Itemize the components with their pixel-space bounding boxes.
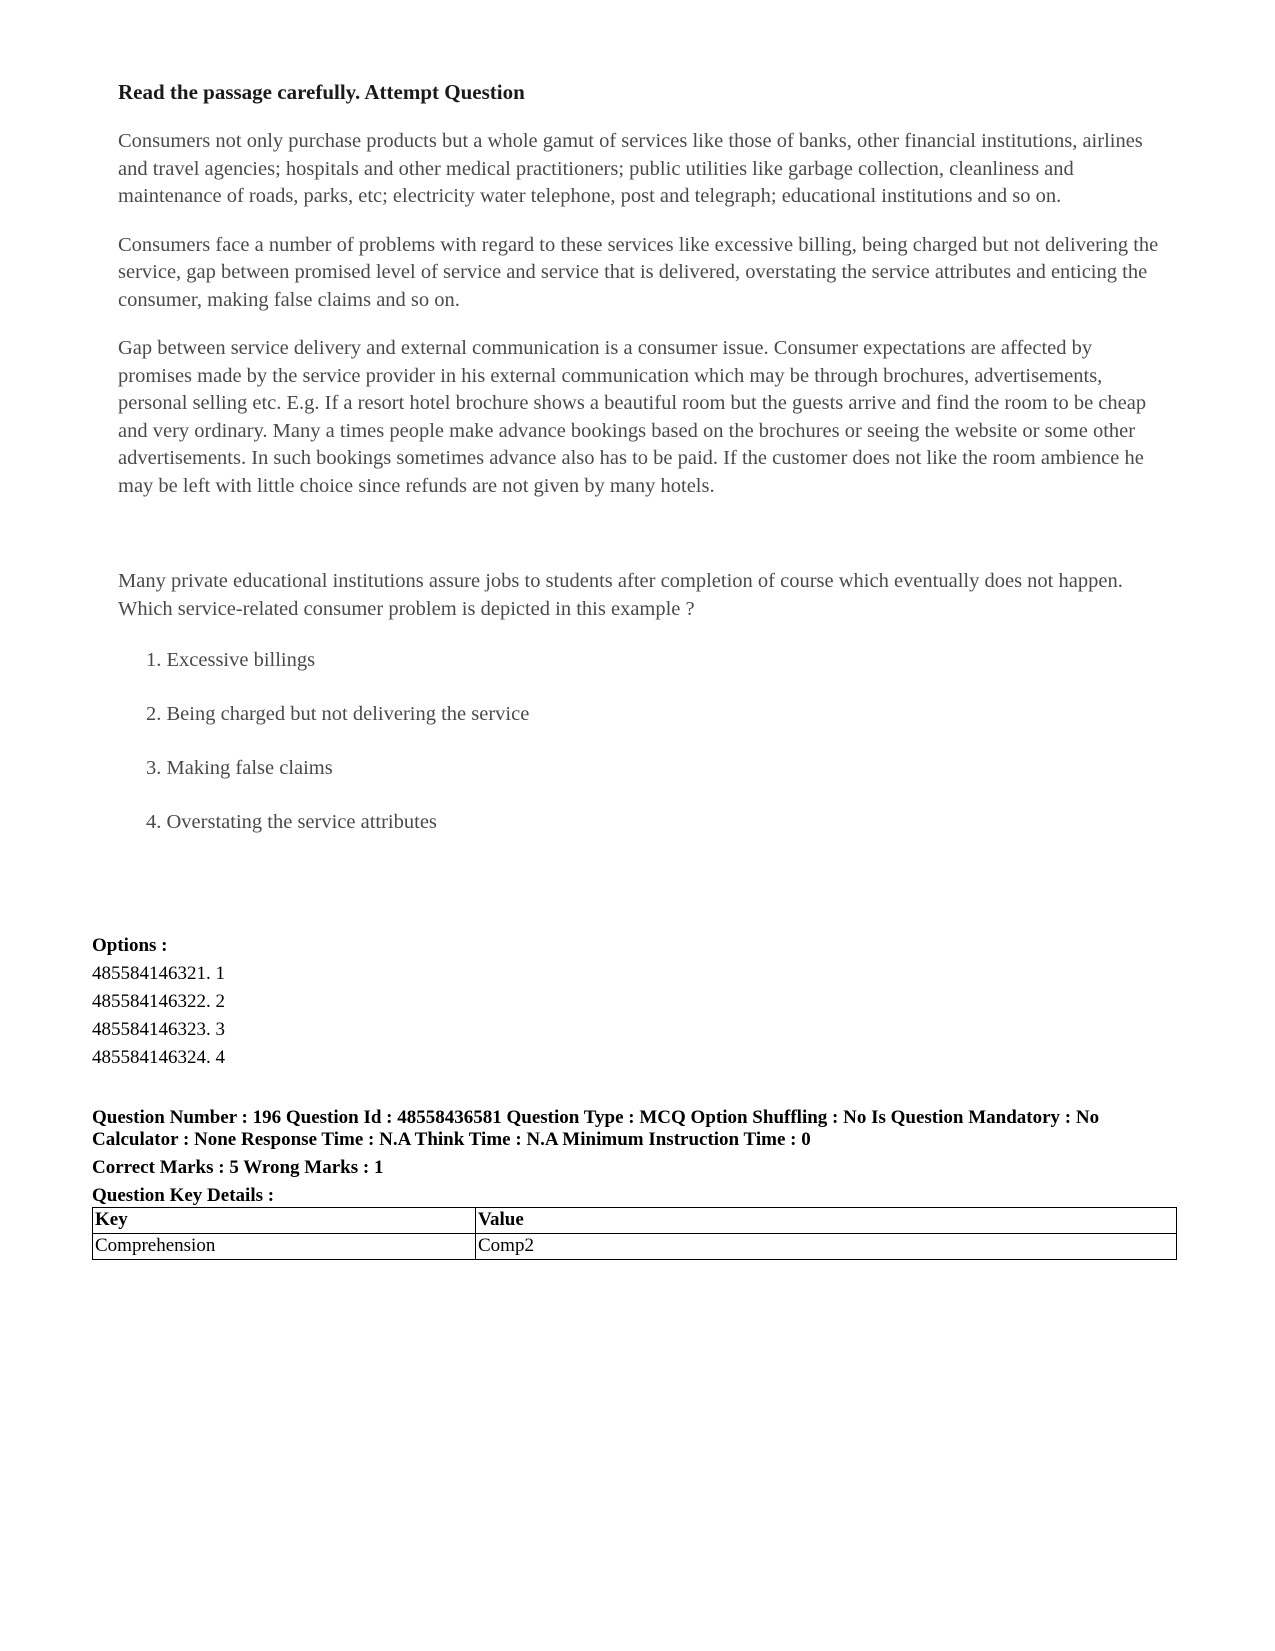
passage-paragraph-3: Gap between service delivery and external communication is a consumer issue. Consumer expectations are affected by promises made by the service provider in his external communication which may be through brochures, advertisements, personal selling etc. E.g. If a resort hotel brochure shows a beautiful room but the guests arrive and find the room to be cheap and very ordinary. Many a times people make advance bookings based on the brochures or seeing the website or some other advertisements. In such bookings sometimes advance also has to be paid. If the customer does not like the room ambience he may be left with little choice since refunds are not given by many hotels. [118,337,1147,497]
option-item-4: 485584146324. 4 [92,1047,225,1068]
table-row [93,1234,1177,1260]
passage-paragraph-2: Consumers face a number of problems with regard to these services like excessive billing, being charged but not delivering the service, gap between promised level of service and service that is delivered, overstating the service attributes and enticing the consumer, making false claims and so on. [118,233,1159,311]
choice-4: 4. Overstating the service attributes [146,811,437,833]
passage-image [118,78,1168,863]
options-section [92,932,1192,1072]
key-details-title: Question Key Details : [92,1185,275,1206]
option-item-1: 485584146321. 1 [92,963,225,984]
key-details-table [92,1207,1177,1260]
table-header-value: Value [476,1208,1177,1234]
marks-line: Correct Marks : 5 Wrong Marks : 1 [92,1157,384,1178]
question-meta [92,1107,1182,1207]
option-item-2: 485584146322. 2 [92,991,225,1012]
passage-heading: Read the passage carefully. Attempt Question [118,80,525,104]
option-item-3: 485584146323. 3 [92,1019,225,1040]
table-header-key: Key [93,1208,476,1234]
choice-3: 3. Making false claims [146,757,333,779]
passage-paragraph-1: Consumers not only purchase products but a whole gamut of services like those of banks, other financial institutions, airlines and travel agencies; hospitals and other medical practitioners; public utilities like garbage collection, cleanliness and maintenance of roads, parks, etc; electricity water telephone, post and telegraph; educational institutions and so on. [118,130,1143,207]
choice-2: 2. Being charged but not delivering the service [146,703,530,725]
question-text: Many private educational institutions assure jobs to students after completion of course which eventually does not happen. Which service-related consumer problem is depicted in this example ? [118,570,1123,620]
choice-1: 1. Excessive billings [146,649,316,671]
question-choices [146,647,1168,863]
table-header-row [93,1208,1177,1234]
options-title: Options : [92,935,168,956]
table-cell-key: Comprehension [93,1234,476,1260]
table-cell-value: Comp2 [476,1234,1177,1260]
question-meta-line: Question Number : 196 Question Id : 48558436581 Question Type : MCQ Option Shuffling : No Is Question Mandatory : No Calculator : None Response Time : N.A Think Time : N.A Minimum Instruction Time : 0 [92,1107,1100,1150]
